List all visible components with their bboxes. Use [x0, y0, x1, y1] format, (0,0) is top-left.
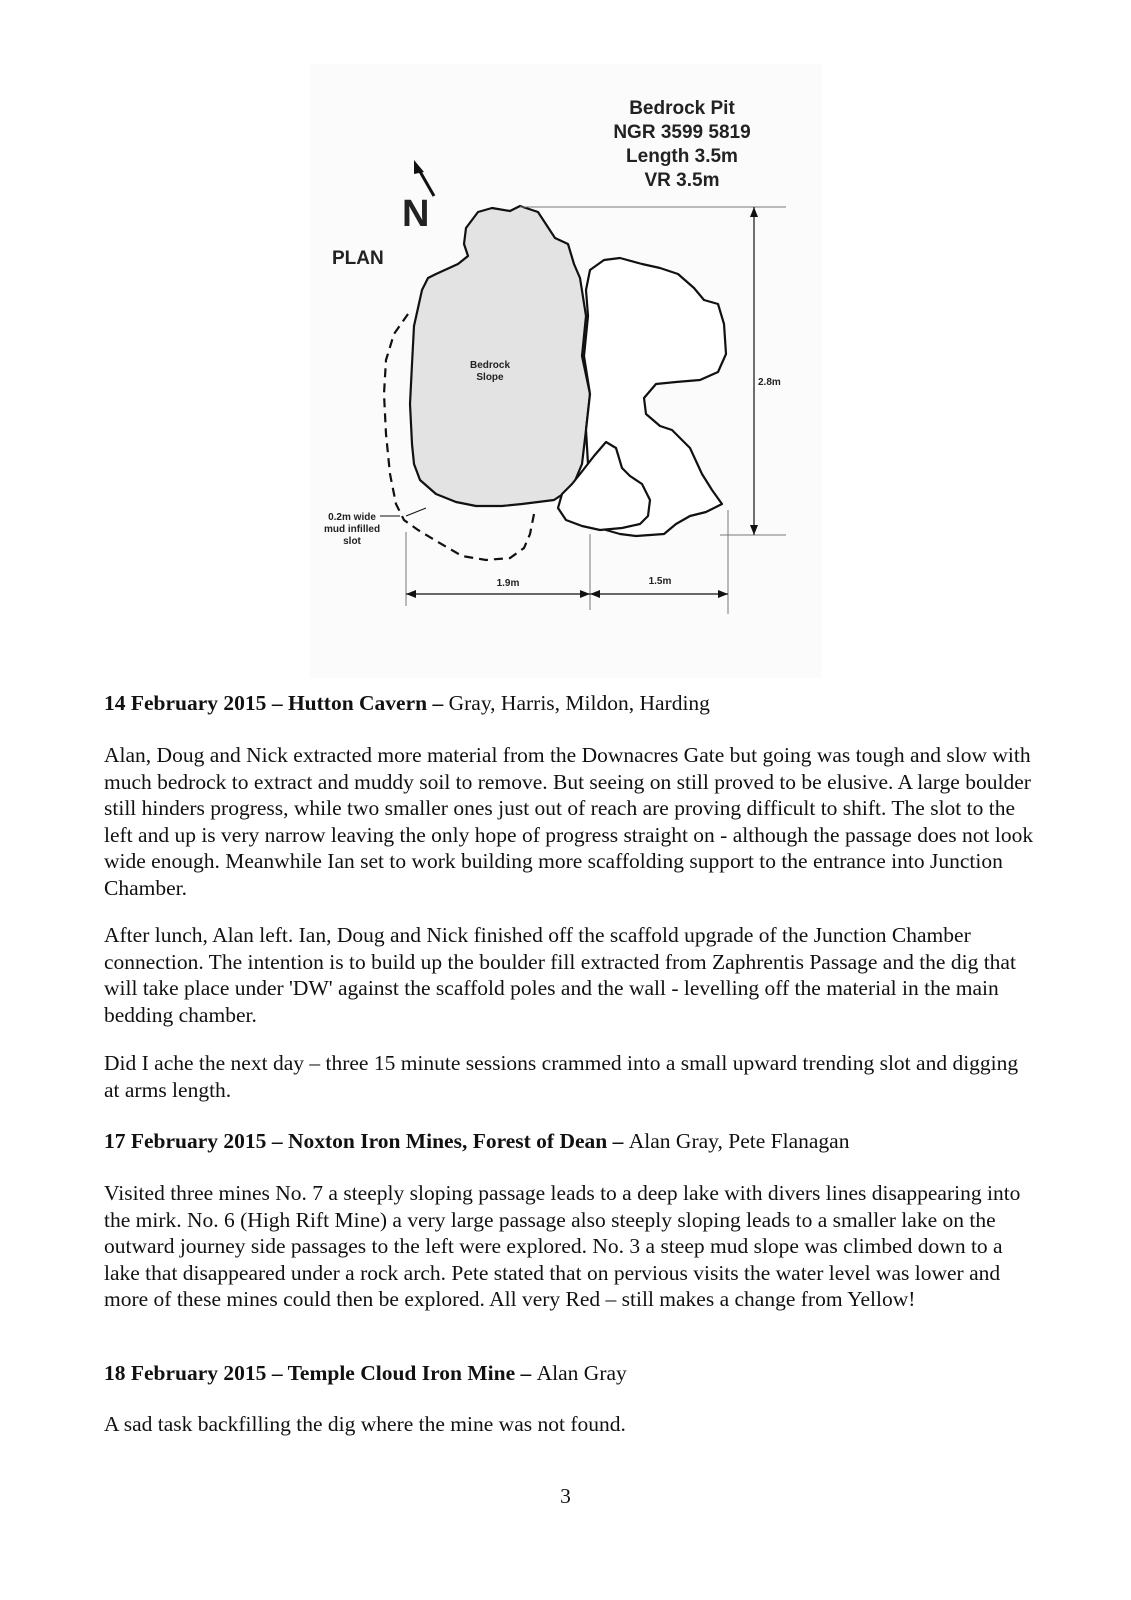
entry-date: 18 February 2015: [104, 1361, 267, 1385]
paragraph: After lunch, Alan left. Ian, Doug and Nick finished off the scaffold upgrade of the Junction Chamber connection. The intention is to build up the boulder fill extracted from Zaphrentis Passage and the dig that will take place under 'DW' against the scaffold poles and the wall - levelling off the material in the main bedding chamber.: [104, 923, 1016, 1027]
paragraph: Alan, Doug and Nick extracted more material from the Downacres Gate but going was tough and slow with much bedrock to extract and muddy soil to remove. But seeing on still proved to be elusive. A large boulder still hinders progress, while two smaller ones just out of reach are proving difficult to shift. The slot to the left and up is very narrow leaving the only hope of progress straight on - although the passage does not look wide enough. Meanwhile Ian set to work building more scaffolding support to the entrance into Junction Chamber.: [104, 743, 1034, 900]
paragraph: A sad task backfilling the dig where the mine was not found.: [104, 1412, 626, 1436]
entry-place: Hutton Cavern: [287, 691, 428, 715]
entry-heading: 17 February 2015 – Noxton Iron Mines, Forest of Dean – Alan Gray, Pete Flanagan: [104, 1129, 850, 1153]
paragraph-4-block: [104, 1180, 1039, 1313]
survey-drawing: [310, 64, 822, 678]
survey-title-line-1: Bedrock Pit: [629, 98, 735, 119]
entry-heading: 18 February 2015 – Temple Cloud Iron Mine – Alan Gray: [104, 1361, 627, 1385]
entry-place: Noxton Iron Mines, Forest of Dean: [287, 1129, 608, 1153]
paragraph-3-block: [104, 1050, 1039, 1103]
entry-heading: 14 February 2015 – Hutton Cavern – Gray, Harris, Mildon, Harding: [104, 691, 710, 715]
entry-people: Alan Gray, Pete Flanagan: [628, 1129, 850, 1153]
north-label: N: [402, 193, 430, 235]
entry-noxton-iron-mines: [104, 1128, 1039, 1155]
plan-label: PLAN: [332, 248, 384, 269]
survey-title-line-4: VR 3.5m: [644, 170, 720, 191]
width-dimension-label-1: 1.9m: [496, 578, 520, 589]
paragraph-2-block: [104, 922, 1039, 1028]
width-dimensions: [406, 510, 728, 614]
slot-label-line-3: slot: [343, 536, 361, 547]
entry-people: Gray, Harris, Mildon, Harding: [448, 691, 710, 715]
height-dimension-label: 2.8m: [758, 377, 781, 388]
entry-place: Temple Cloud Iron Mine: [287, 1361, 516, 1385]
paragraph-5-block: [104, 1411, 1039, 1438]
north-arrow-icon: [414, 160, 434, 196]
slope-label-line-2: Slope: [476, 372, 504, 383]
paragraph: Visited three mines No. 7 a steeply sloping passage leads to a deep lake with divers lines disappearing into the mirk. No. 6 (High Rift Mine) a very large passage also steeply sloping leads to a smaller lake on the outward journey side passages to the left were explored. No. 3 a steep mud slope was climbed down to a lake that disappeared under a rock arch. Pete stated that on pervious visits the water level was lower and more of these mines could then be explored. All very Red – still makes a change from Yellow!: [104, 1181, 1021, 1311]
slot-label-line-1: 0.2m wide: [328, 512, 376, 523]
entry-date: 17 February 2015: [104, 1129, 267, 1153]
entry-people: Alan Gray: [536, 1361, 627, 1385]
entry-hutton-cavern: [104, 690, 1039, 717]
cave-survey-figure: [310, 64, 822, 678]
entry-temple-cloud-iron-mine: [104, 1360, 1039, 1387]
width-dimension-label-2: 1.5m: [648, 576, 672, 587]
slot-label-line-2: mud infilled: [323, 524, 381, 535]
entry-date: 14 February 2015: [104, 691, 267, 715]
page-number: 3: [560, 1484, 571, 1508]
survey-title-line-3: Length 3.5m: [626, 146, 738, 167]
bedrock-slope-shape: [410, 206, 590, 506]
slope-label-line-1: Bedrock: [469, 360, 511, 371]
paragraph: Did I ache the next day – three 15 minute sessions crammed into a small upward trending slot and digging at arms length.: [104, 1051, 1019, 1102]
survey-title-line-2: NGR 3599 5819: [613, 122, 751, 143]
paragraph-1-block: [104, 742, 1039, 901]
